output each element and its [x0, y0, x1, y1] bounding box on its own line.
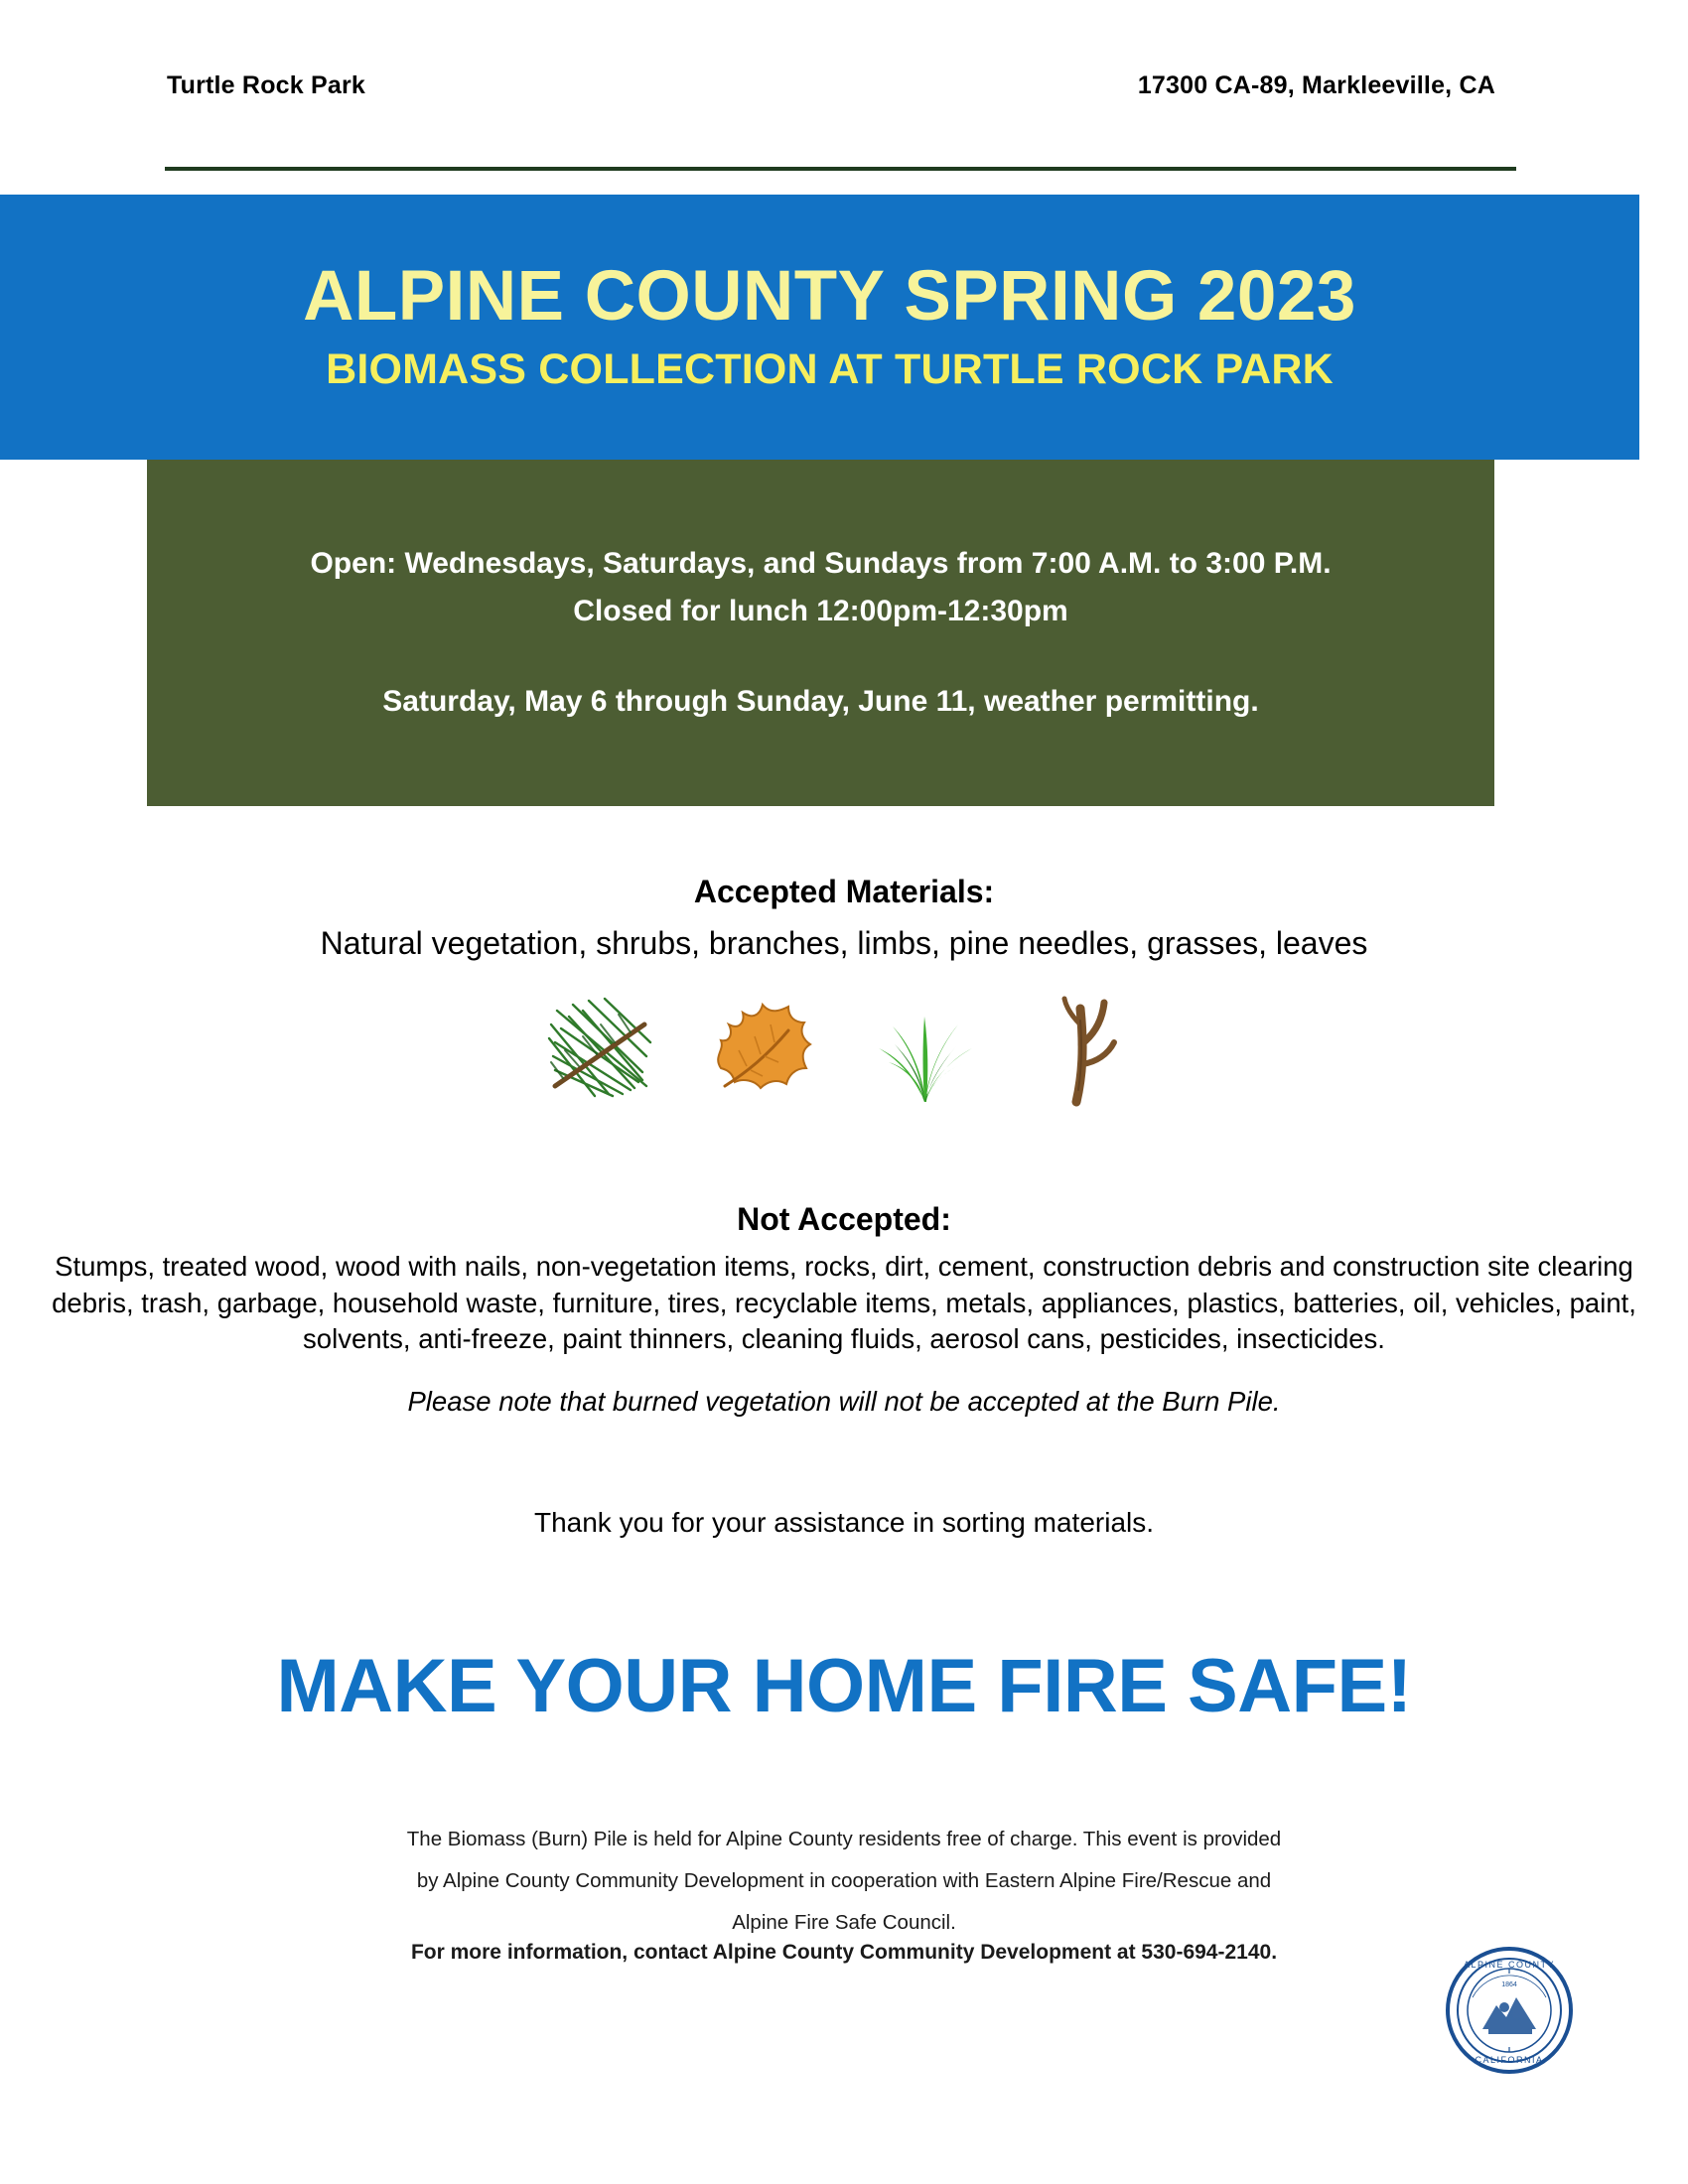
oak-leaf-icon	[701, 991, 825, 1110]
page-header	[167, 71, 1517, 100]
twig-icon	[1025, 991, 1149, 1110]
accepted-materials-list: Natural vegetation, shrubs, branches, limbs, pine needles, grasses, leaves	[320, 925, 1368, 961]
hours-dates-line: Saturday, May 6 through Sunday, June 11, weather permitting.	[382, 684, 1259, 718]
hours-band	[147, 460, 1494, 806]
footer-paragraph	[0, 1819, 1688, 1944]
grass-icon	[863, 991, 987, 1110]
not-accepted-note: Please note that burned vegetation will not be accepted at the Burn Pile.	[407, 1386, 1281, 1417]
svg-text:1864: 1864	[1501, 1981, 1517, 1988]
pine-branch-icon	[539, 991, 663, 1110]
accepted-materials-heading: Accepted Materials:	[693, 874, 995, 909]
svg-text:ALPINE COUNTY: ALPINE COUNTY	[1463, 1960, 1556, 1970]
not-accepted-heading: Not Accepted:	[737, 1201, 951, 1237]
thank-you-text: Thank you for your assistance in sorting materials.	[533, 1507, 1155, 1538]
footer-paragraph-line-2: by Alpine County Community Development in cooperation with Eastern Alpine Fire/Rescue and	[416, 1869, 1272, 1893]
page-subtitle: BIOMASS COLLECTION AT TURTLE ROCK PARK	[326, 345, 1334, 394]
svg-text:CALIFORNIA: CALIFORNIA	[1475, 2055, 1544, 2065]
header-divider	[165, 167, 1516, 171]
alpine-county-seal-icon	[1445, 1946, 1574, 2075]
header-address: 17300 CA-89, Markleeville, CA	[1137, 71, 1495, 99]
page-title: ALPINE COUNTY SPRING 2023	[303, 256, 1356, 336]
footer-paragraph-line-1: The Biomass (Burn) Pile is held for Alpine County residents free of charge. This event is provided	[406, 1828, 1282, 1850]
fire-safe-slogan: MAKE YOUR HOME FIRE SAFE!	[276, 1644, 1412, 1728]
hours-open-line: Open: Wednesdays, Saturdays, and Sundays from 7:00 A.M. to 3:00 P.M.	[310, 546, 1332, 580]
title-band	[0, 195, 1639, 460]
accepted-materials-icons	[0, 981, 1688, 1110]
not-accepted-list: Stumps, treated wood, wood with nails, non-vegetation items, rocks, dirt, cement, construction debris and construction site clearing debris, trash, garbage, household waste, furniture, tires, recyclable items, metals, appliances, plastics, batteries, oil, vehicles, paint, solvents, anti-freeze, paint thinners, cleaning fluids, aerosol cans, pesticides, insecticides.	[52, 1251, 1636, 1355]
header-park-name: Turtle Rock Park	[167, 71, 366, 99]
hours-lunch-line: Closed for lunch 12:00pm-12:30pm	[573, 595, 1068, 628]
footer-paragraph-line-3: Alpine Fire Safe Council.	[732, 1911, 956, 1935]
footer-contact-line: For more information, contact Alpine County Community Development at 530-694-2140.	[410, 1941, 1278, 1964]
